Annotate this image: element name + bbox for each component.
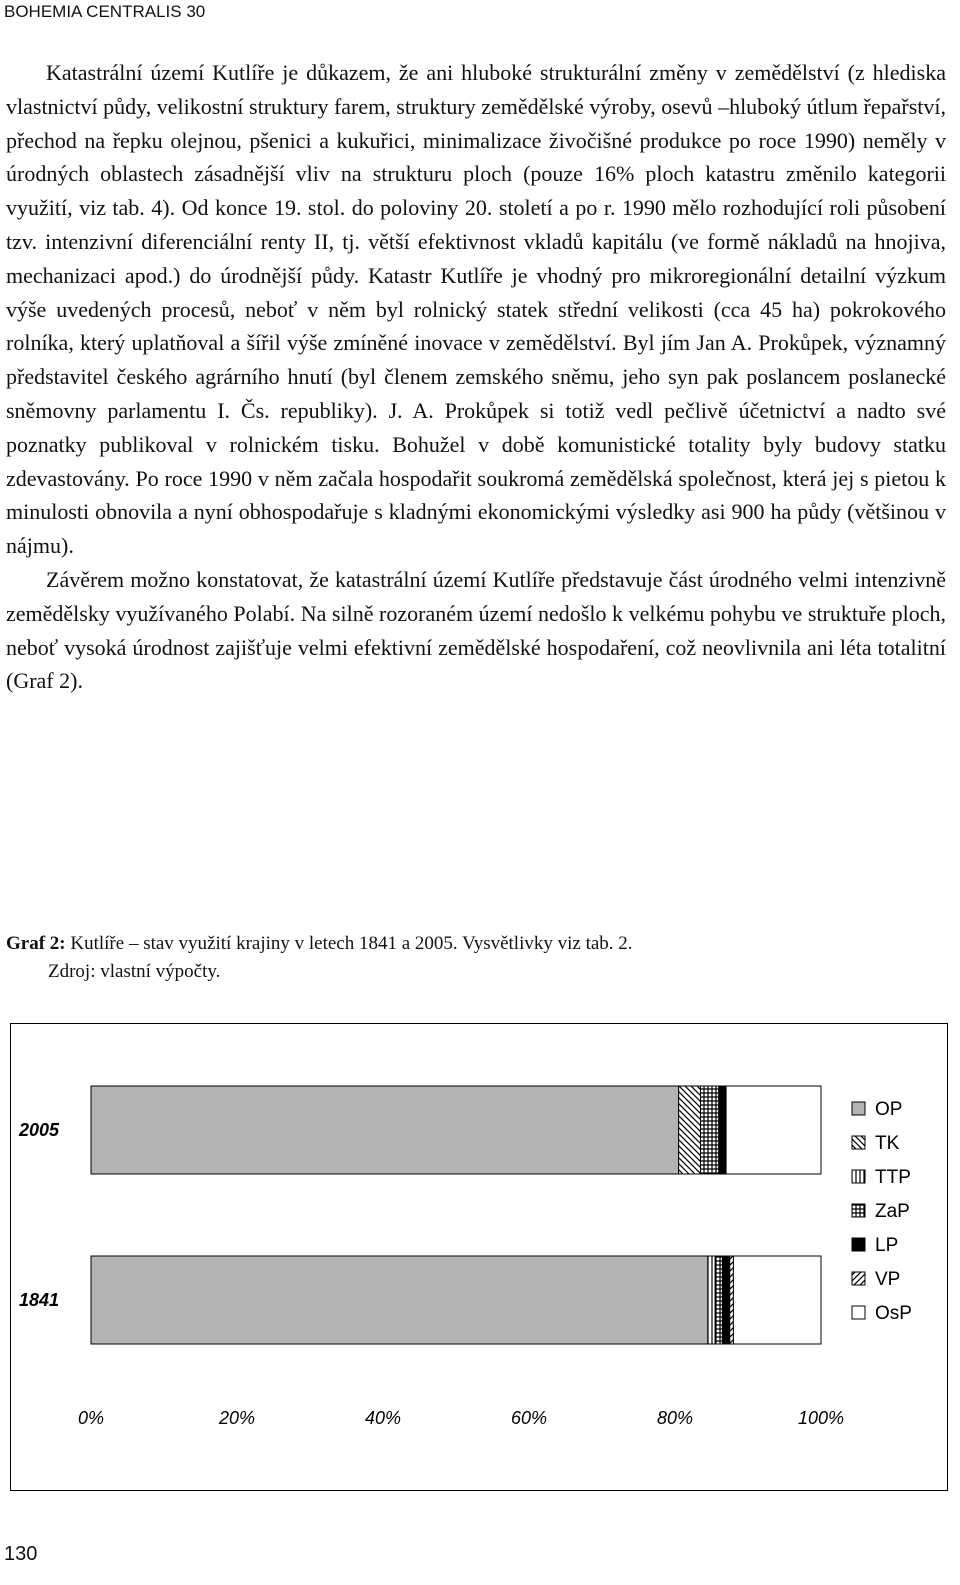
bar-2005-tk	[679, 1086, 701, 1174]
legend-swatch-op	[852, 1102, 865, 1115]
bar-1841-lp	[722, 1256, 729, 1344]
bar-1841-vp	[730, 1256, 734, 1344]
legend-label-ttp: TTP	[875, 1167, 911, 1188]
legend-swatch-tk	[852, 1136, 865, 1149]
category-label-1841: 1841	[19, 1290, 60, 1310]
caption-line	[6, 930, 946, 958]
figure-caption	[6, 930, 946, 986]
legend-swatch-osp	[852, 1306, 865, 1319]
caption-label: Graf 2:	[6, 933, 66, 954]
bar-1841-osp	[733, 1256, 821, 1344]
bar-1841-op	[91, 1256, 708, 1344]
bar-2005-op	[91, 1086, 679, 1174]
legend-label-tk: TK	[875, 1133, 900, 1154]
bar-2005-lp	[719, 1086, 726, 1174]
bar-1841-ttp	[708, 1256, 715, 1344]
x-tick-label: 80%	[656, 1408, 694, 1428]
legend-label-lp: LP	[875, 1235, 899, 1256]
legend-swatch-lp	[852, 1238, 865, 1251]
bar-1841-zap	[715, 1256, 722, 1344]
legend-label-op: OP	[875, 1099, 903, 1120]
bar-2005-osp	[726, 1086, 821, 1174]
x-tick-label: 0%	[77, 1408, 105, 1428]
category-label-2005: 2005	[19, 1120, 60, 1140]
paragraph-2: Závěrem možno konstatovat, že katastrální území Kutlíře představuje část úrodného velmi intenzivně zemědělsky využívaného Polabí. Na silně rozoraném území nedošlo k velkému pohybu ve struktuře ploch, neboť vysoká úrodnost zajišťuje velmi efektivní zemědělské hospodaření, což neovlivnila ani léta totalitní (Graf 2).	[6, 566, 946, 694]
legend-swatch-ttp	[852, 1170, 865, 1183]
caption-text: Kutlíře – stav využití krajiny v letech 1841 a 2005. Vysvětlivky viz tab. 2.	[65, 933, 633, 954]
chart-frame	[10, 1023, 948, 1491]
legend-label-vp: VP	[875, 1269, 901, 1290]
x-tick-label: 40%	[364, 1408, 402, 1428]
article-body	[6, 56, 946, 698]
legend-swatch-zap	[852, 1204, 865, 1217]
legend-label-osp: OsP	[875, 1303, 912, 1324]
stacked-bar-chart	[11, 1024, 947, 1490]
legend-label-zap: ZaP	[875, 1201, 910, 1222]
legend-swatch-vp	[852, 1272, 865, 1285]
paragraph-1: Katastrální území Kutlíře je důkazem, že ani hluboké strukturální změny v zemědělství (z hlediska vlastnictví půdy, velikostní struktury farem, struktury zemědělské výroby, osevů –hluboký útlum řepařství, přechod na řepku olejnou, pšenici a kukuřici, minimalizace živočišné produkce po roce 1990) neměly v úrodných oblastech zásadnější vliv na strukturu ploch (pouze 16% ploch katastru změnilo kategorii využití, viz tab. 4). Od konce 19. stol. do poloviny 20. století a po r. 1990 mělo rozhodující roli působení tzv. intenzivní diferenciální renty II, tj. větší efektivnost vkladů kapitálu (ve formě nákladů na hnojiva, mechanizaci apod.) do úrodnější půdy. Katastr Kutlíře je vhodný pro mikroregionální detailní výzkum výše uvedených procesů, neboť v něm byl rolnický statek střední velikosti (cca 45 ha) pokrokového rolníka, který uplatňoval a šířil výše zmíněné inovace v zemědělství. Byl jím Jan A. Prokůpek, významný představitel českého agrárního hnutí (byl členem zemského sněmu, jeho syn pak poslancem poslanecké sněmovny parlamentu I. Čs. republiky). J. A. Prokůpek si totiž vedl pečlivě účetnictví a nadto své poznatky publikoval v rolnickém tisku. Bohužel v době komunistické totality byly budovy statku zdevastovány. Po roce 1990 v něm začala hospodařit soukromá zemědělská společnost, která jej s pietou k minulosti obnovila a nyní obhospodařuje s kladnými ekonomickými výsledky asi 900 ha půdy (většinou v nájmu).	[6, 60, 946, 559]
running-header: BOHEMIA CENTRALIS 30	[4, 2, 206, 21]
bar-2005-zap	[701, 1086, 719, 1174]
x-tick-label: 100%	[797, 1408, 845, 1428]
x-tick-label: 20%	[218, 1408, 256, 1428]
caption-source: Zdroj: vlastní výpočty.	[48, 961, 221, 982]
page-number: 130	[4, 1543, 38, 1565]
x-tick-label: 60%	[510, 1408, 548, 1428]
